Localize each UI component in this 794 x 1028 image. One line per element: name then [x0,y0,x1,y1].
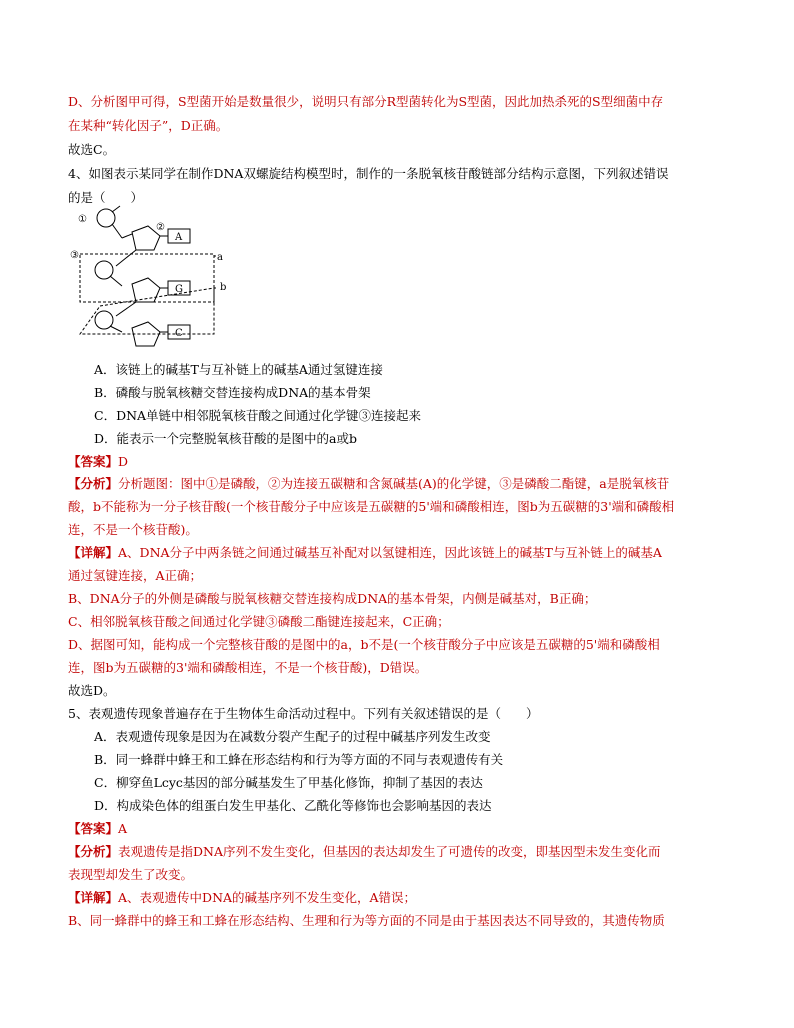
q5-option-a: A．表观遗传现象是因为在减数分裂产生配子的过程中碱基序列发生改变 [94,729,491,744]
q4-detail-line5: D、据图可知，能构成一个完整核苷酸的是图中的a，b不是(一个核苷酸分子中应该是五碳糖的5'端和磷酸相 [68,637,660,652]
q4-answer-value: D [118,454,129,469]
label-b: b [220,282,227,293]
base-c: C [175,328,183,339]
q4-option-c: C．DNA单链中相邻脱氧核苷酸之间通过化学键③连接起来 [94,408,422,423]
q5-answer-tag: 【答案】 [68,821,119,836]
q4-choose: 故选D。 [68,683,116,698]
q4-detail-line4: C、相邻脱氧核苷酸之间通过化学键③磷酸二酯键连接起来，C正确； [68,614,450,629]
q4-analysis-line1: 【分析】分析题图：图中①是磷酸，②为连接五碳糖和含氮碱基(A)的化学键，③是磷酸二酯键，a是脱氧核苷 [68,476,670,491]
q4-detail-tag: 【详解】 [68,545,119,560]
q5-option-b: B．同一蜂群中蜂王和工蜂在形态结构和行为等方面的不同与表观遗传有关 [94,752,504,767]
dashed-region-b [80,288,214,334]
q5-detail-tag: 【详解】 [68,890,119,905]
q4-analysis-line3: 连，不是一个核苷酸)。 [68,522,198,537]
q4-analysis-line2: 酸，b不能称为一分子核苷酸(一个核苷酸分子中应该是五碳糖的5'端和磷酸相连，图b为五碳糖的3'端和磷酸相 [68,499,675,514]
q3-option-d-line1: D、分析图甲可得，S型菌开始是数量很少，说明只有部分R型菌转化为S型菌，因此加热杀死的S型细菌中存 [68,94,664,109]
q3-choose: 故选C。 [68,142,116,157]
nucleotide-chain-figure [66,204,236,352]
q4-option-a: A．该链上的碱基T与互补链上的碱基A通过氢键连接 [94,362,383,377]
q4-stem-line2: 的是（ ） [68,190,144,205]
q4-stem-line1: 4、如图表示某同学在制作DNA双螺旋结构模型时，制作的一条脱氧核苷酸链部分结构示意图，下列叙述错误 [68,166,669,181]
q5-analysis-tag: 【分析】 [68,844,119,859]
base-a: A [175,232,183,243]
q4-detail-line1: 【详解】A、DNA分子中两条链之间通过碱基互补配对以氢键相连，因此该链上的碱基T与互补链上的碱基A [68,545,662,560]
q5-option-c: C．柳穿鱼Lcyc基因的部分碱基发生了甲基化修饰，抑制了基因的表达 [94,775,483,790]
q3-option-d-line2: 在某种“转化因子”，D正确。 [68,118,229,133]
label-2: ② [156,222,165,233]
q5-analysis-line1: 【分析】表观遗传是指DNA序列不发生变化，但基因的表达却发生了可遗传的改变，即基因型未发生变化而 [68,844,661,859]
q5-stem: 5、表观遗传现象普遍存在于生物体生命活动过程中。下列有关叙述错误的是（ ） [68,706,539,721]
q5-detail-line2: B、同一蜂群中的蜂王和工蜂在形态结构、生理和行为等方面的不同是由于基因表达不同导致的，其遗传物质 [68,913,665,928]
q4-option-d: D．能表示一个完整脱氧核苷酸的是图中的a或b [94,431,357,446]
base-g: G [175,284,183,295]
label-a: a [217,252,223,263]
q4-analysis-tag: 【分析】 [68,476,119,491]
q4-detail-line3: B、DNA分子的外侧是磷酸与脱氧核糖交替连接构成DNA的基本骨架，内侧是碱基对，B正确； [68,591,597,606]
q4-detail-line2: 通过氢键连接，A正确； [68,568,203,583]
sugar-3 [132,322,160,346]
q5-answer [68,819,127,839]
q5-detail-line1: 【详解】A、表观遗传中DNA的碱基序列不发生变化，A错误； [68,890,417,905]
q5-analysis-line2: 表现型却发生了改变。 [68,867,194,882]
label-1: ① [78,214,87,225]
q4-answer-tag: 【答案】 [68,454,119,469]
label-3: ③ [70,250,79,261]
q5-option-d: D．构成染色体的组蛋白发生甲基化、乙酰化等修饰也会影响基因的表达 [94,798,492,813]
q4-answer [68,452,128,472]
q5-answer-value: A [118,821,128,836]
q4-detail-line6: 连，图b为五碳糖的3'端和磷酸相连，不是一个核苷酸)，D错误。 [68,660,428,675]
q4-option-b: B．磷酸与脱氧核糖交替连接构成DNA的基本骨架 [94,385,371,400]
